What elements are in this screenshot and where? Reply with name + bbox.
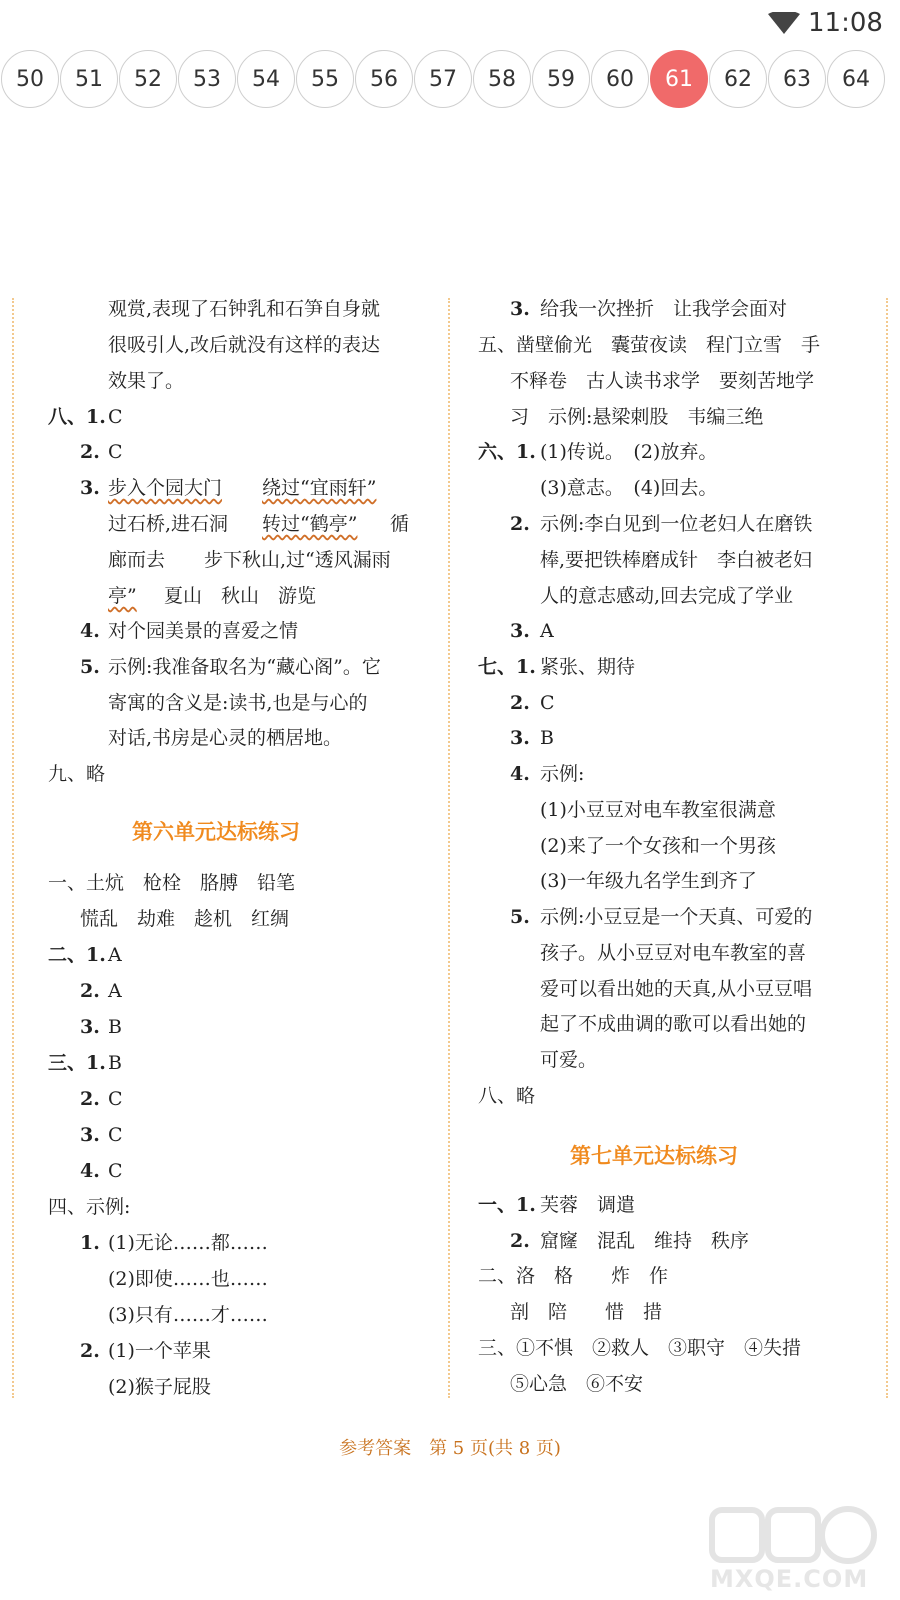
right-margin-line bbox=[886, 298, 888, 1398]
page-button-57[interactable]: 57 bbox=[414, 50, 472, 108]
answer-text: (2)来了一个女孩和一个男孩 bbox=[540, 835, 776, 857]
question-number: 2. bbox=[510, 692, 530, 714]
question-number: 2. bbox=[510, 513, 530, 535]
question-number: 3. bbox=[510, 298, 530, 320]
wavy-underlined-answer: 亭” bbox=[108, 585, 137, 607]
answer-text: C bbox=[108, 1160, 123, 1182]
answer-text: (1)传说。 (2)放弃。 bbox=[540, 441, 718, 463]
question-number: 3. bbox=[510, 620, 530, 642]
answer-text: 起了不成曲调的歌可以看出她的 bbox=[540, 1013, 807, 1035]
question-number: 3. bbox=[510, 727, 530, 749]
page-button-61-active[interactable]: 61 bbox=[650, 50, 708, 108]
answer-text: 循 bbox=[390, 513, 410, 535]
answer-text: C bbox=[108, 1124, 123, 1146]
answer-text: ⑤心急 ⑥不安 bbox=[510, 1373, 644, 1395]
status-bar bbox=[0, 0, 900, 46]
answer-text: 对话,书房是心灵的栖居地。 bbox=[108, 727, 343, 749]
clock: 11:08 bbox=[808, 8, 883, 38]
answer-text: 示例:李白见到一位老妇人在磨铁 bbox=[540, 513, 813, 535]
page-button-54[interactable]: 54 bbox=[237, 50, 295, 108]
answer-text: 观赏,表现了石钟乳和石笋自身就 bbox=[108, 298, 381, 320]
answer-text: (3)意志。 (4)回去。 bbox=[540, 477, 718, 499]
question-number: 八、1. bbox=[48, 406, 106, 428]
answer-text: C bbox=[540, 692, 555, 714]
answer-text: (3)只有……才…… bbox=[108, 1304, 268, 1326]
question-number: 5. bbox=[510, 906, 530, 928]
answer-text: B bbox=[108, 1016, 122, 1038]
answer-text: 夏山 秋山 游览 bbox=[164, 585, 317, 607]
answer-text: C bbox=[108, 1088, 123, 1110]
left-margin-line bbox=[12, 298, 14, 1398]
question-number: 2. bbox=[80, 1340, 100, 1362]
section-heading: 第七单元达标练习 bbox=[570, 1144, 738, 1168]
answer-text: 不释卷 古人读书求学 要刻苦地学 bbox=[510, 370, 815, 392]
wavy-underlined-answer: 步入个园大门 bbox=[108, 477, 223, 499]
answer-text: (2)即使……也…… bbox=[108, 1268, 268, 1290]
answer-text: 棒,要把铁棒磨成针 李白被老妇 bbox=[540, 549, 813, 571]
page-button-50[interactable]: 50 bbox=[1, 50, 59, 108]
answer-text: 爱可以看出她的天真,从小豆豆唱 bbox=[540, 978, 813, 1000]
answer-text: B bbox=[540, 727, 554, 749]
answer-text: A bbox=[540, 620, 554, 642]
question-number: 六、1. bbox=[478, 441, 536, 463]
answer-text: 一、土炕 枪栓 胳膊 铅笔 bbox=[48, 872, 296, 894]
watermark-text: MXQE.COM bbox=[710, 1565, 869, 1593]
question-number: 2. bbox=[80, 1088, 100, 1110]
page-button-60[interactable]: 60 bbox=[591, 50, 649, 108]
answer-text: 人的意志感动,回去完成了学业 bbox=[540, 585, 794, 607]
question-number: 2. bbox=[80, 980, 100, 1002]
answer-text: 示例:小豆豆是一个天真、可爱的 bbox=[540, 906, 813, 928]
page-footer: 参考答案 第 5 页(共 8 页) bbox=[339, 1438, 561, 1459]
question-number: 3. bbox=[80, 1016, 100, 1038]
question-number: 三、1. bbox=[48, 1052, 106, 1074]
question-number: 5. bbox=[80, 656, 100, 678]
answer-text: 很吸引人,改后就没有这样的表达 bbox=[108, 334, 381, 356]
answer-text: (1)一个苹果 bbox=[108, 1340, 211, 1362]
answer-text: 给我一次挫折 让我学会面对 bbox=[540, 298, 788, 320]
page-button-52[interactable]: 52 bbox=[119, 50, 177, 108]
answer-text: 寄寓的含义是:读书,也是与心的 bbox=[108, 692, 368, 714]
wavy-underlined-answer: 绕过“宜雨轩” bbox=[262, 477, 377, 499]
page-button-53[interactable]: 53 bbox=[178, 50, 236, 108]
answer-text: 紧张、期待 bbox=[540, 656, 636, 678]
answer-text: 四、示例: bbox=[48, 1196, 131, 1218]
question-number: 一、1. bbox=[478, 1194, 536, 1216]
answer-text: C bbox=[108, 441, 123, 463]
answer-text: 三、①不惧 ②救人 ③职守 ④失措 bbox=[478, 1337, 802, 1359]
page-button-59[interactable]: 59 bbox=[532, 50, 590, 108]
page-navigation bbox=[0, 48, 900, 112]
answer-text: 廊而去 bbox=[108, 549, 166, 571]
answer-text: 五、凿壁偷光 囊萤夜读 程门立雪 手 bbox=[478, 334, 821, 356]
question-number: 1. bbox=[80, 1232, 100, 1254]
answer-text: 可爱。 bbox=[540, 1049, 598, 1071]
question-number: 4. bbox=[80, 1160, 100, 1182]
page-button-63[interactable]: 63 bbox=[768, 50, 826, 108]
answer-text: B bbox=[108, 1052, 122, 1074]
wifi-icon bbox=[768, 12, 800, 38]
answer-text: 效果了。 bbox=[108, 370, 185, 392]
page-button-62[interactable]: 62 bbox=[709, 50, 767, 108]
page-button-51[interactable]: 51 bbox=[60, 50, 118, 108]
question-number: 二、1. bbox=[48, 944, 106, 966]
page-button-56[interactable]: 56 bbox=[355, 50, 413, 108]
question-number: 2. bbox=[80, 441, 100, 463]
answer-text: 八、略 bbox=[478, 1085, 536, 1107]
question-number: 4. bbox=[80, 620, 100, 642]
center-divider bbox=[448, 298, 450, 1398]
question-number: 4. bbox=[510, 763, 530, 785]
answer-text: 示例:我准备取名为“藏心阁”。它 bbox=[108, 656, 381, 678]
question-number: 3. bbox=[80, 477, 100, 499]
answer-text: C bbox=[108, 406, 123, 428]
answer-text: 芙蓉 调遣 bbox=[540, 1194, 636, 1216]
question-number: 3. bbox=[80, 1124, 100, 1146]
page-button-58[interactable]: 58 bbox=[473, 50, 531, 108]
answer-text: 过石桥,进石洞 bbox=[108, 513, 229, 535]
answer-text: (1)小豆豆对电车教室很满意 bbox=[540, 799, 776, 821]
question-number: 2. bbox=[510, 1230, 530, 1252]
answer-text: 二、洛 格 炸 作 bbox=[478, 1265, 669, 1287]
answer-text: (3)一年级九名学生到齐了 bbox=[540, 870, 757, 892]
answer-text: 九、略 bbox=[48, 763, 106, 785]
answer-text: 步下秋山,过“透风漏雨 bbox=[204, 549, 391, 571]
wavy-underlined-answer: 转过“鹤亭” bbox=[262, 513, 358, 535]
answer-text: 慌乱 劫难 趁机 红绸 bbox=[80, 908, 290, 930]
answer-text: (2)猴子屁股 bbox=[108, 1376, 211, 1398]
answer-text: A bbox=[108, 944, 122, 966]
answer-text: 剖 陪 惜 措 bbox=[510, 1301, 663, 1323]
answer-text: 对个园美景的喜爱之情 bbox=[108, 620, 299, 642]
answer-text: 窟窿 混乱 维持 秩序 bbox=[540, 1230, 750, 1252]
answer-text: 孩子。从小豆豆对电车教室的喜 bbox=[540, 942, 807, 964]
answer-text: A bbox=[108, 980, 122, 1002]
answer-text: 示例: bbox=[540, 763, 585, 785]
page-button-64[interactable]: 64 bbox=[827, 50, 885, 108]
answer-text: (1)无论……都…… bbox=[108, 1232, 268, 1254]
section-heading: 第六单元达标练习 bbox=[132, 820, 300, 844]
answer-text: 习 示例:悬梁刺股 韦编三绝 bbox=[510, 406, 764, 428]
question-number: 七、1. bbox=[478, 656, 536, 678]
page-button-55[interactable]: 55 bbox=[296, 50, 354, 108]
